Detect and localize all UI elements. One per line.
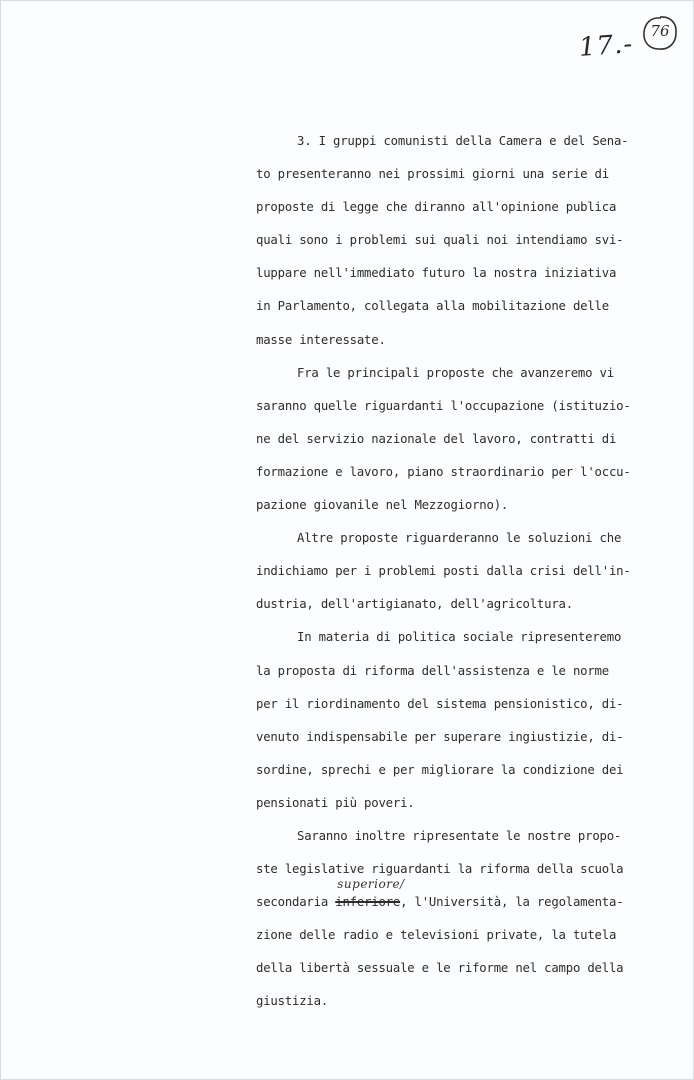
text-line: la proposta di riforma dell'assistenza e le norme: [256, 663, 609, 678]
struck-word: inferiore: [335, 895, 401, 910]
text-line: zione delle radio e televisioni private, la tutela: [256, 928, 617, 943]
text-line: quali sono i problemi sui quali noi intendiamo svi-: [256, 233, 624, 248]
page-number: 17.-: [578, 29, 635, 63]
text-line: ste legislative riguardanti la riforma della scuola: [256, 862, 624, 877]
correction-line: [256, 877, 624, 919]
text-line: pazione giovanile nel Mezzogiorno).: [256, 498, 509, 513]
text-line: venuto indispensabile per superare ingiustizie, di-: [256, 729, 624, 744]
handwritten-correction: superiore/: [337, 877, 405, 892]
text-line: to presenteranno nei prossimi giorni una serie di: [256, 167, 609, 182]
text-line: in Parlamento, collegata alla mobilitazione delle: [256, 299, 609, 314]
text-line: per il riordinamento del sistema pensionistico, di-: [256, 696, 624, 711]
text-line: Saranno inoltre ripresentate le nostre propo-: [297, 828, 622, 843]
correction-before: secondaria: [256, 895, 336, 910]
text-line: saranno quelle riguardanti l'occupazione (istituzio-: [256, 398, 631, 413]
text-line: pensionati più poveri.: [256, 795, 415, 810]
text-line: Altre proposte riguarderanno le soluzioni che: [297, 531, 622, 546]
text-line: giustizia.: [256, 994, 329, 1009]
stamp-number: 76: [650, 22, 670, 40]
text-line: proposte di legge che diranno all'opinione publica: [256, 200, 617, 215]
text-line: dustria, dell'artigianato, dell'agricoltura.: [256, 597, 573, 612]
text-line: Fra le principali proposte che avanzeremo vi: [297, 365, 614, 380]
text-line: ne del servizio nazionale del lavoro, contratti di: [256, 431, 617, 446]
text-line: masse interessate.: [256, 332, 386, 347]
correction-after: , l'Università, la regolamenta-: [400, 895, 624, 910]
text-line: In materia di politica sociale ripresenteremo: [297, 630, 622, 645]
text-line: formazione e lavoro, piano straordinario per l'occu-: [256, 464, 631, 479]
text-line: della libertà sessuale e le riforme nel campo della: [256, 961, 624, 976]
text-line: sordine, sprechi e per migliorare la condizione dei: [256, 762, 624, 777]
page-stamp: [641, 14, 679, 52]
struck-word-container: [335, 877, 405, 919]
text-line: indichiamo per i problemi posti dalla crisi dell'in-: [256, 564, 631, 579]
text-line: 3. I gruppi comunisti della Camera e del Sena-: [297, 134, 629, 148]
text-line: luppare nell'immediato futuro la nostra iniziativa: [256, 266, 617, 281]
body-text: [256, 125, 631, 1019]
